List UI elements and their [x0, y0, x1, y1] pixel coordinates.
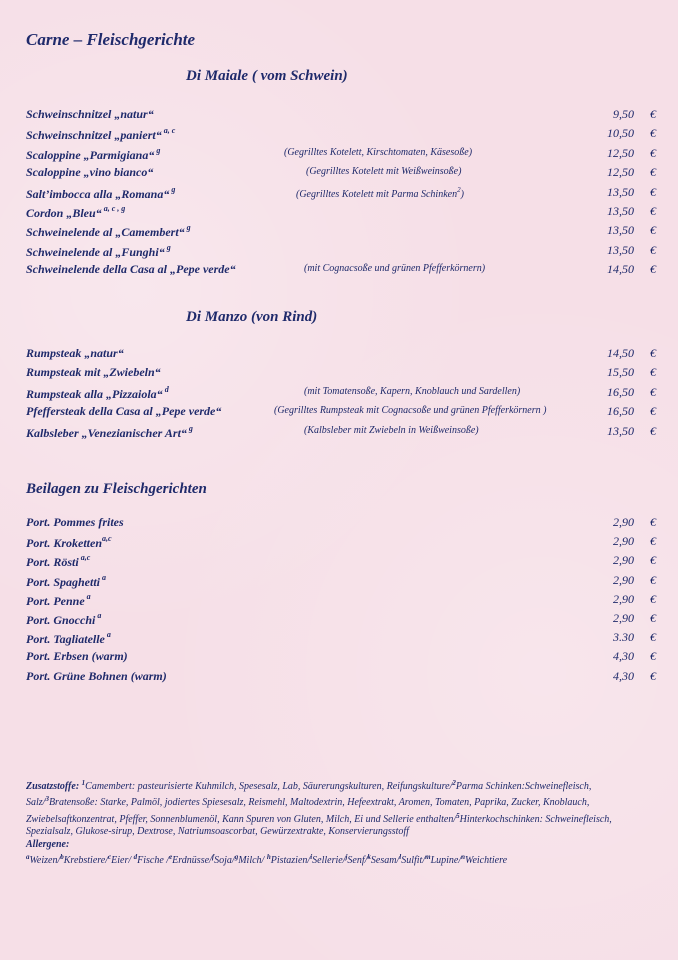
- item-name: Schweinelende al „Funghi“ $^g$: [26, 242, 171, 259]
- currency-symbol: €: [650, 242, 656, 257]
- menu-item: [26, 185, 656, 204]
- menu-item: [26, 534, 656, 553]
- item-name: Port. Erbsen (warm): [26, 649, 128, 664]
- item-name: Schweinelende al „Camembert“ $^g$: [26, 223, 191, 240]
- item-name: Schweinelende della Casa al „Pepe verde“: [26, 262, 236, 277]
- allergen-letter: j: [345, 853, 348, 862]
- allergen-text: Weichtiere: [465, 855, 508, 867]
- currency-symbol: €: [650, 611, 656, 625]
- allergen-letter: m: [425, 853, 431, 862]
- allergen-letter: e: [169, 853, 173, 862]
- allergen-letter: k: [367, 853, 371, 862]
- allergen-codes: a: [95, 611, 102, 620]
- item-name: Salt’imbocca alla „Romana“ $^g$: [26, 184, 176, 201]
- allergen-text: Weizen/: [29, 855, 61, 867]
- menu-item: [26, 243, 656, 262]
- item-name: Scaloppine „vino bianco“: [26, 165, 154, 180]
- item-name: Schweinschnitzel „paniert“ $^{a, c}$: [26, 126, 176, 143]
- allergen-text: Sulfit/: [401, 855, 426, 867]
- item-price: 10,50: [607, 126, 634, 141]
- allergen-codes: a: [100, 572, 107, 582]
- item-name: Rumpsteak „natur“: [26, 346, 124, 360]
- menu-item: [26, 262, 656, 281]
- allergen-text: Lupine/: [430, 855, 462, 867]
- item-price: 13,50: [607, 242, 634, 257]
- currency-symbol: €: [650, 591, 656, 606]
- allergen-text: Sesam/: [370, 855, 400, 867]
- allergen-text: Soja/: [214, 855, 235, 867]
- item-description: (Gegrilltes Kotelett, Kirschtomaten, Käsesoße): [284, 146, 473, 158]
- item-price: 4,30: [613, 649, 634, 664]
- item-description: (mit Tomatensoße, Kapern, Knoblauch und Sardellen): [304, 385, 521, 397]
- item-description: (Gegrilltes Kotelett mit Parma Schinken$^2$): [296, 185, 464, 200]
- additive-text: Bratensoße: Starke, Palmöl, jodiertes Spiesesalz, Reismehl, Maltodextrin, Hefeextrakt, Aromen, Tomaten, Paprika, Zucker, Knoblauch, Zwiebelsaftkonzentrat, Pfeffer, Sonnenblumenöl, Kann Spuren von Gluten, Milch, Ei und Sellerie enthalten/: [26, 797, 590, 825]
- section-heading: Di Maiale ( vom Schwein): [186, 68, 348, 84]
- menu-item: [26, 165, 656, 184]
- menu-item: [26, 404, 656, 423]
- currency-symbol: €: [650, 404, 656, 419]
- currency-symbol: €: [650, 365, 656, 380]
- menu-item: [26, 223, 656, 242]
- item-price: 3.30: [613, 630, 634, 645]
- allergen-codes: a: [104, 630, 111, 640]
- item-price: 16,50: [607, 404, 634, 419]
- item-name: Rumpsteak mit „Zwiebeln“: [26, 365, 161, 380]
- item-price: 4,30: [613, 668, 634, 683]
- currency-symbol: €: [650, 184, 656, 199]
- item-name: Port. Grüne Bohnen (warm): [26, 668, 167, 683]
- item-name: Scaloppine „Parmigiana“ $^g$: [26, 145, 161, 162]
- menu-item: [26, 107, 656, 126]
- menu-item: [26, 146, 656, 165]
- currency-symbol: €: [650, 515, 656, 529]
- currency-symbol: €: [650, 572, 656, 587]
- item-price: 13,50: [607, 184, 634, 199]
- item-price: 2,90: [613, 553, 634, 568]
- menu-item: [26, 649, 656, 668]
- allergen-letter: i: [310, 853, 313, 862]
- item-price: 2,90: [613, 611, 634, 625]
- additive-text: Hinterkochschinken: Schweinefleisch, Spezialsalz, Glukose-sirup, Dextrose, Natriumsoascorbat, Gewürzextrakte, Konservierungsstoff: [26, 813, 612, 838]
- menu-item: [26, 611, 656, 630]
- menu-item: [26, 365, 656, 384]
- item-price: 13,50: [607, 423, 634, 438]
- item-price: 12,50: [607, 165, 634, 180]
- menu-item: [26, 126, 656, 145]
- currency-symbol: €: [650, 204, 656, 218]
- menu-item: [26, 515, 656, 534]
- item-price: 2,90: [613, 534, 634, 549]
- menu-item: [26, 346, 656, 365]
- allergen-text: Pistazien/: [270, 855, 311, 867]
- item-name: Kalbsleber „Venezianischer Art“ $^g$: [26, 423, 193, 440]
- menu-item: [26, 424, 656, 443]
- allergen-codes: a,c: [102, 534, 112, 544]
- item-name: Port. Gnocchi $^a$: [26, 611, 102, 627]
- menu-item: [26, 385, 656, 404]
- page-title: Carne – Fleischgerichte: [26, 30, 196, 49]
- allergen-letter: g: [234, 853, 239, 862]
- allergen-letter: l: [399, 853, 402, 862]
- item-name: Port. Rösti $^{a,c}$: [26, 553, 91, 570]
- allergen-codes: g: [164, 242, 171, 252]
- currency-symbol: €: [650, 145, 656, 160]
- menu-item: [26, 553, 656, 572]
- additive-text: Parma Schinken:Schweinefleisch, Salz/: [26, 781, 592, 809]
- allergen-codes: a: [84, 591, 91, 601]
- item-price: 14,50: [607, 346, 634, 360]
- currency-symbol: €: [650, 553, 656, 568]
- allergen-letter: c: [108, 853, 112, 862]
- item-price: 16,50: [607, 384, 634, 399]
- section-heading: Beilagen zu Fleischgerichten: [26, 481, 207, 497]
- item-price: 2,90: [613, 591, 634, 606]
- allergen-text: Milch/: [238, 855, 267, 867]
- item-name: Port. Tagliatelle $^a$: [26, 630, 111, 647]
- item-name: Port. Pommes frites: [26, 515, 124, 529]
- allergen-text: Senf/: [347, 855, 368, 867]
- item-name: Port. Kroketten$^{a,c}$: [26, 534, 112, 551]
- allergen-letter: d: [133, 853, 138, 862]
- item-name: Pfeffersteak della Casa al „Pepe verde“: [26, 404, 222, 419]
- allergen-codes: g: [184, 223, 191, 233]
- currency-symbol: €: [650, 630, 656, 645]
- allergen-letter: a: [26, 853, 30, 862]
- footnote-number: 2: [452, 779, 456, 787]
- item-name: Rumpsteak alla „Pizzaiola“ $^d$: [26, 384, 169, 401]
- allergen-text: Sellerie/: [312, 855, 346, 867]
- item-price: 9,50: [613, 107, 634, 121]
- menu-item: [26, 592, 656, 611]
- item-price: 13,50: [607, 204, 634, 218]
- currency-symbol: €: [650, 384, 656, 399]
- currency-symbol: €: [650, 107, 656, 121]
- allergen-text: Fische /: [137, 855, 170, 867]
- allergen-codes: d: [162, 384, 169, 394]
- additive-text: Camembert: pasteurisierte Kuhmilch, Spesesalz, Lab, Säurerungskulturen, Reifungskulture/: [85, 781, 453, 792]
- item-price: 14,50: [607, 262, 634, 277]
- allergen-letter: f: [211, 853, 215, 862]
- allergen-codes: g: [186, 423, 193, 433]
- footnote-number: 5: [456, 811, 460, 820]
- allergens-label: Allergene:: [26, 838, 70, 850]
- item-description: (Gegrilltes Rumpsteak mit Cognacsoße und grünen Pfefferkörnern ): [274, 405, 547, 417]
- item-price: 13,50: [607, 223, 634, 238]
- currency-symbol: €: [650, 534, 656, 549]
- section-heading: Di Manzo (von Rind): [186, 309, 318, 325]
- item-price: 2,90: [613, 572, 634, 587]
- currency-symbol: €: [650, 223, 656, 238]
- additives-label: Zusatzstoffe:: [26, 781, 80, 792]
- item-price: 2,90: [613, 515, 634, 529]
- item-price: 12,50: [607, 145, 634, 160]
- footnote-number: 1: [81, 779, 86, 787]
- item-name: Port. Spaghetti $^a$: [26, 572, 107, 589]
- allergen-codes: a, c: [161, 126, 176, 136]
- menu-item: [26, 669, 656, 688]
- allergen-text: Krebstiere/: [63, 855, 109, 867]
- item-description: (Kalbsleber mit Zwiebeln in Weißweinsoße): [304, 424, 479, 436]
- currency-symbol: €: [650, 668, 656, 683]
- footnote-ref: 2: [457, 185, 461, 194]
- currency-symbol: €: [650, 165, 656, 180]
- allergen-letter: n: [461, 853, 466, 862]
- item-description: (mit Cognacsoße und grünen Pfefferkörnern): [304, 263, 486, 275]
- footnote-number: 3: [45, 795, 49, 804]
- currency-symbol: €: [650, 423, 656, 438]
- menu-item: [26, 630, 656, 649]
- allergen-codes: a, c , g: [101, 204, 126, 213]
- allergen-text: Eier/: [111, 855, 134, 867]
- currency-symbol: €: [650, 346, 656, 360]
- allergen-letter: b: [60, 853, 64, 862]
- currency-symbol: €: [650, 649, 656, 664]
- item-name: Cordon „Bleu“ $^{a, c , g}$: [26, 204, 126, 220]
- item-description: (Gegrilltes Kotelett mit Weißweinsoße): [306, 166, 462, 178]
- currency-symbol: €: [650, 262, 656, 277]
- item-price: 15,50: [607, 365, 634, 380]
- footnotes: [26, 777, 656, 867]
- item-name: Schweinschnitzel „natur“: [26, 107, 154, 121]
- allergen-codes: a,c: [78, 553, 91, 563]
- menu-item: [26, 573, 656, 592]
- allergen-codes: g: [154, 145, 161, 155]
- item-name: Port. Penne $^a$: [26, 591, 91, 608]
- allergen-text: Erdnüsse/: [172, 855, 212, 867]
- menu-item: [26, 204, 656, 223]
- allergen-codes: g: [169, 184, 176, 194]
- allergen-letter: h: [266, 853, 271, 862]
- currency-symbol: €: [650, 126, 656, 141]
